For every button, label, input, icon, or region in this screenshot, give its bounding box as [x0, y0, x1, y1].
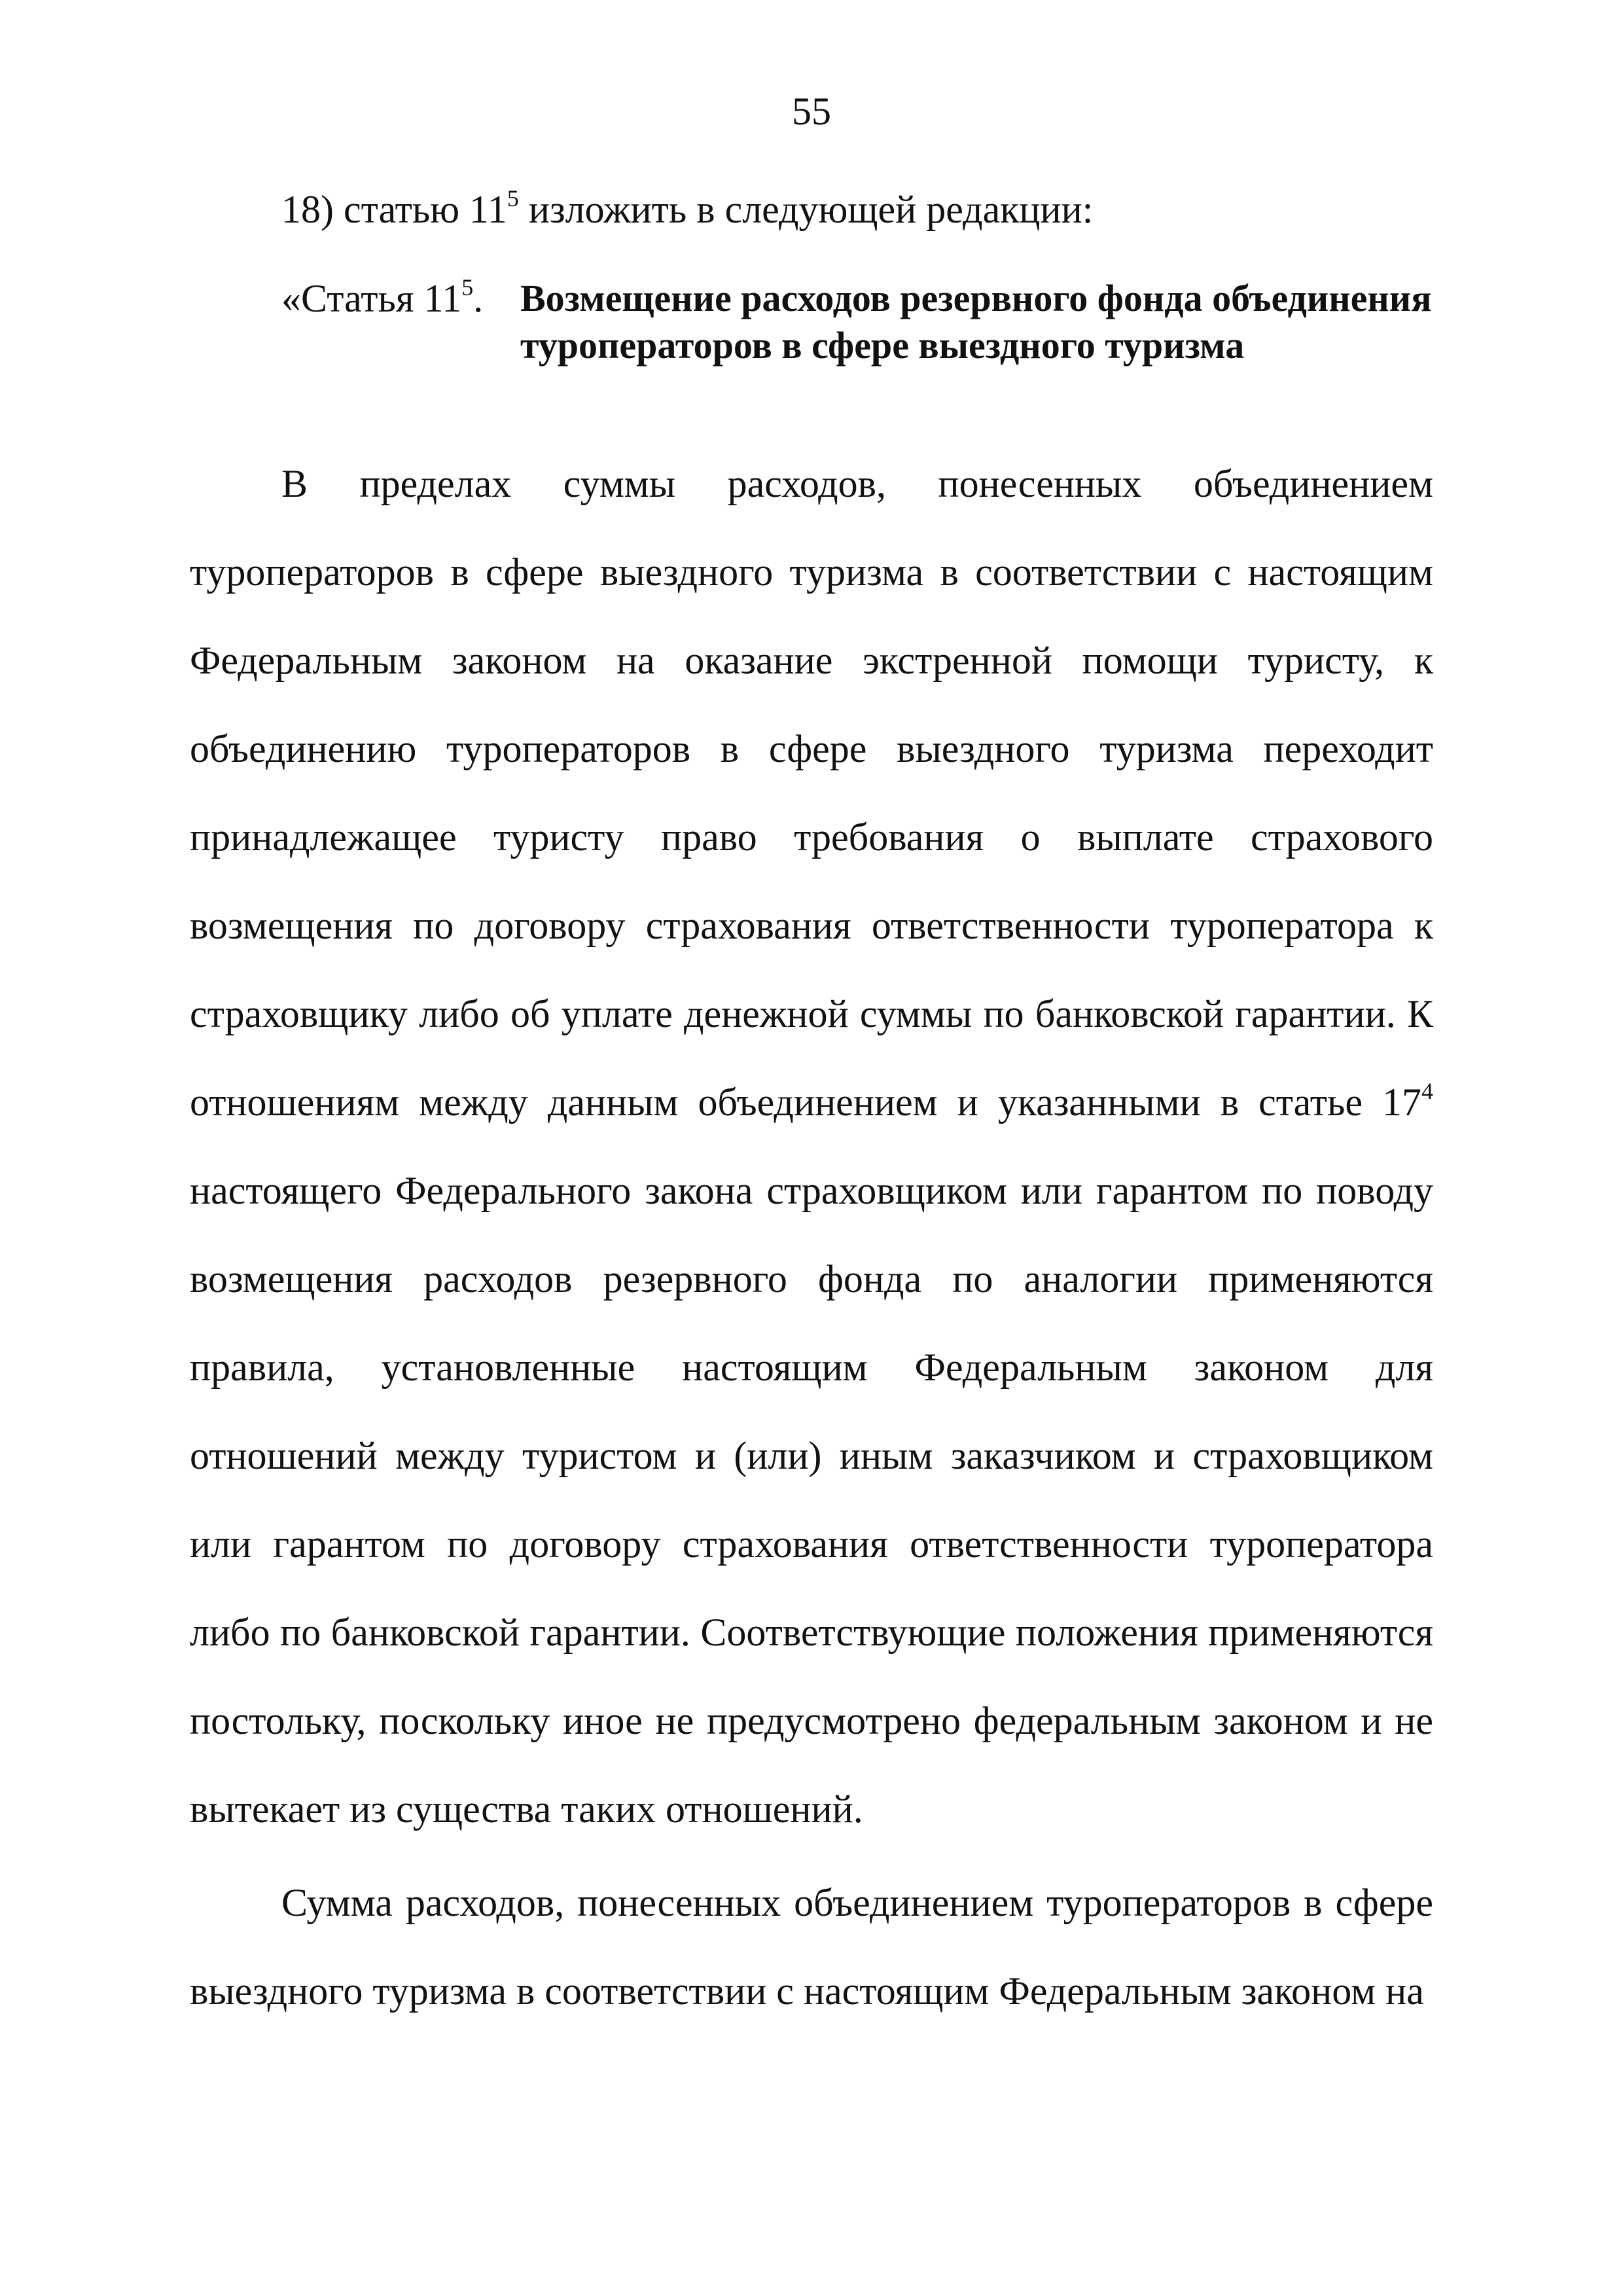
paragraph-1-part-1: В пределах суммы расходов, понесенных объединением туроператоров в сфере выездного туризма в соответствии с настоящим Федеральным законом на оказание экстренной помощи туристу, к объединению туроператоров в сфере выездного туризма переходит принадлежащее туристу право требования о выплате страхового возмещения по договору страхования ответственности туроператора к страховщику либо об уплате денежной суммы по банковской гарантии. К отношениям между данным объединением и указанными в статье 17 [190, 462, 1433, 1124]
amendment-text: 18) статью 11 [281, 188, 507, 231]
article-title: Возмещение расходов резервного фонда объединения туроператоров в сфере выездного туризма [520, 277, 1432, 367]
article-label-superscript: 5 [461, 274, 474, 300]
paragraph-1 [190, 440, 1433, 1854]
amendment-superscript: 5 [507, 185, 519, 211]
paragraph-1-part-2: настоящего Федерального закона страховщиком или гарантом по поводу возмещения расходов резервного фонда по аналогии применяются правила, установленные настоящим Федеральным законом для отношений между туристом и (или) иным заказчиком и страховщиком или гарантом по договору страхования ответственности туроператора либо по банковской гарантии. Соответствующие положения применяются постольку, поскольку иное не предусмотрено федеральным законом и не вытекает из существа таких отношений. [190, 1169, 1433, 1831]
paragraph-1-superscript: 4 [1421, 1078, 1433, 1104]
amendment-line [281, 183, 1093, 236]
amendment-text-after: изложить в следующей редакции: [518, 188, 1094, 231]
page-number: 55 [792, 90, 831, 133]
article-label-prefix: «Статья 11 [281, 277, 462, 320]
article-label-suffix: . [473, 277, 484, 320]
article-label [281, 275, 483, 322]
paragraph-2: Сумма расходов, понесенных объединением туроператоров в сфере выездного туризма в соответствии с настоящим Федеральным законом на [190, 1881, 1433, 2013]
